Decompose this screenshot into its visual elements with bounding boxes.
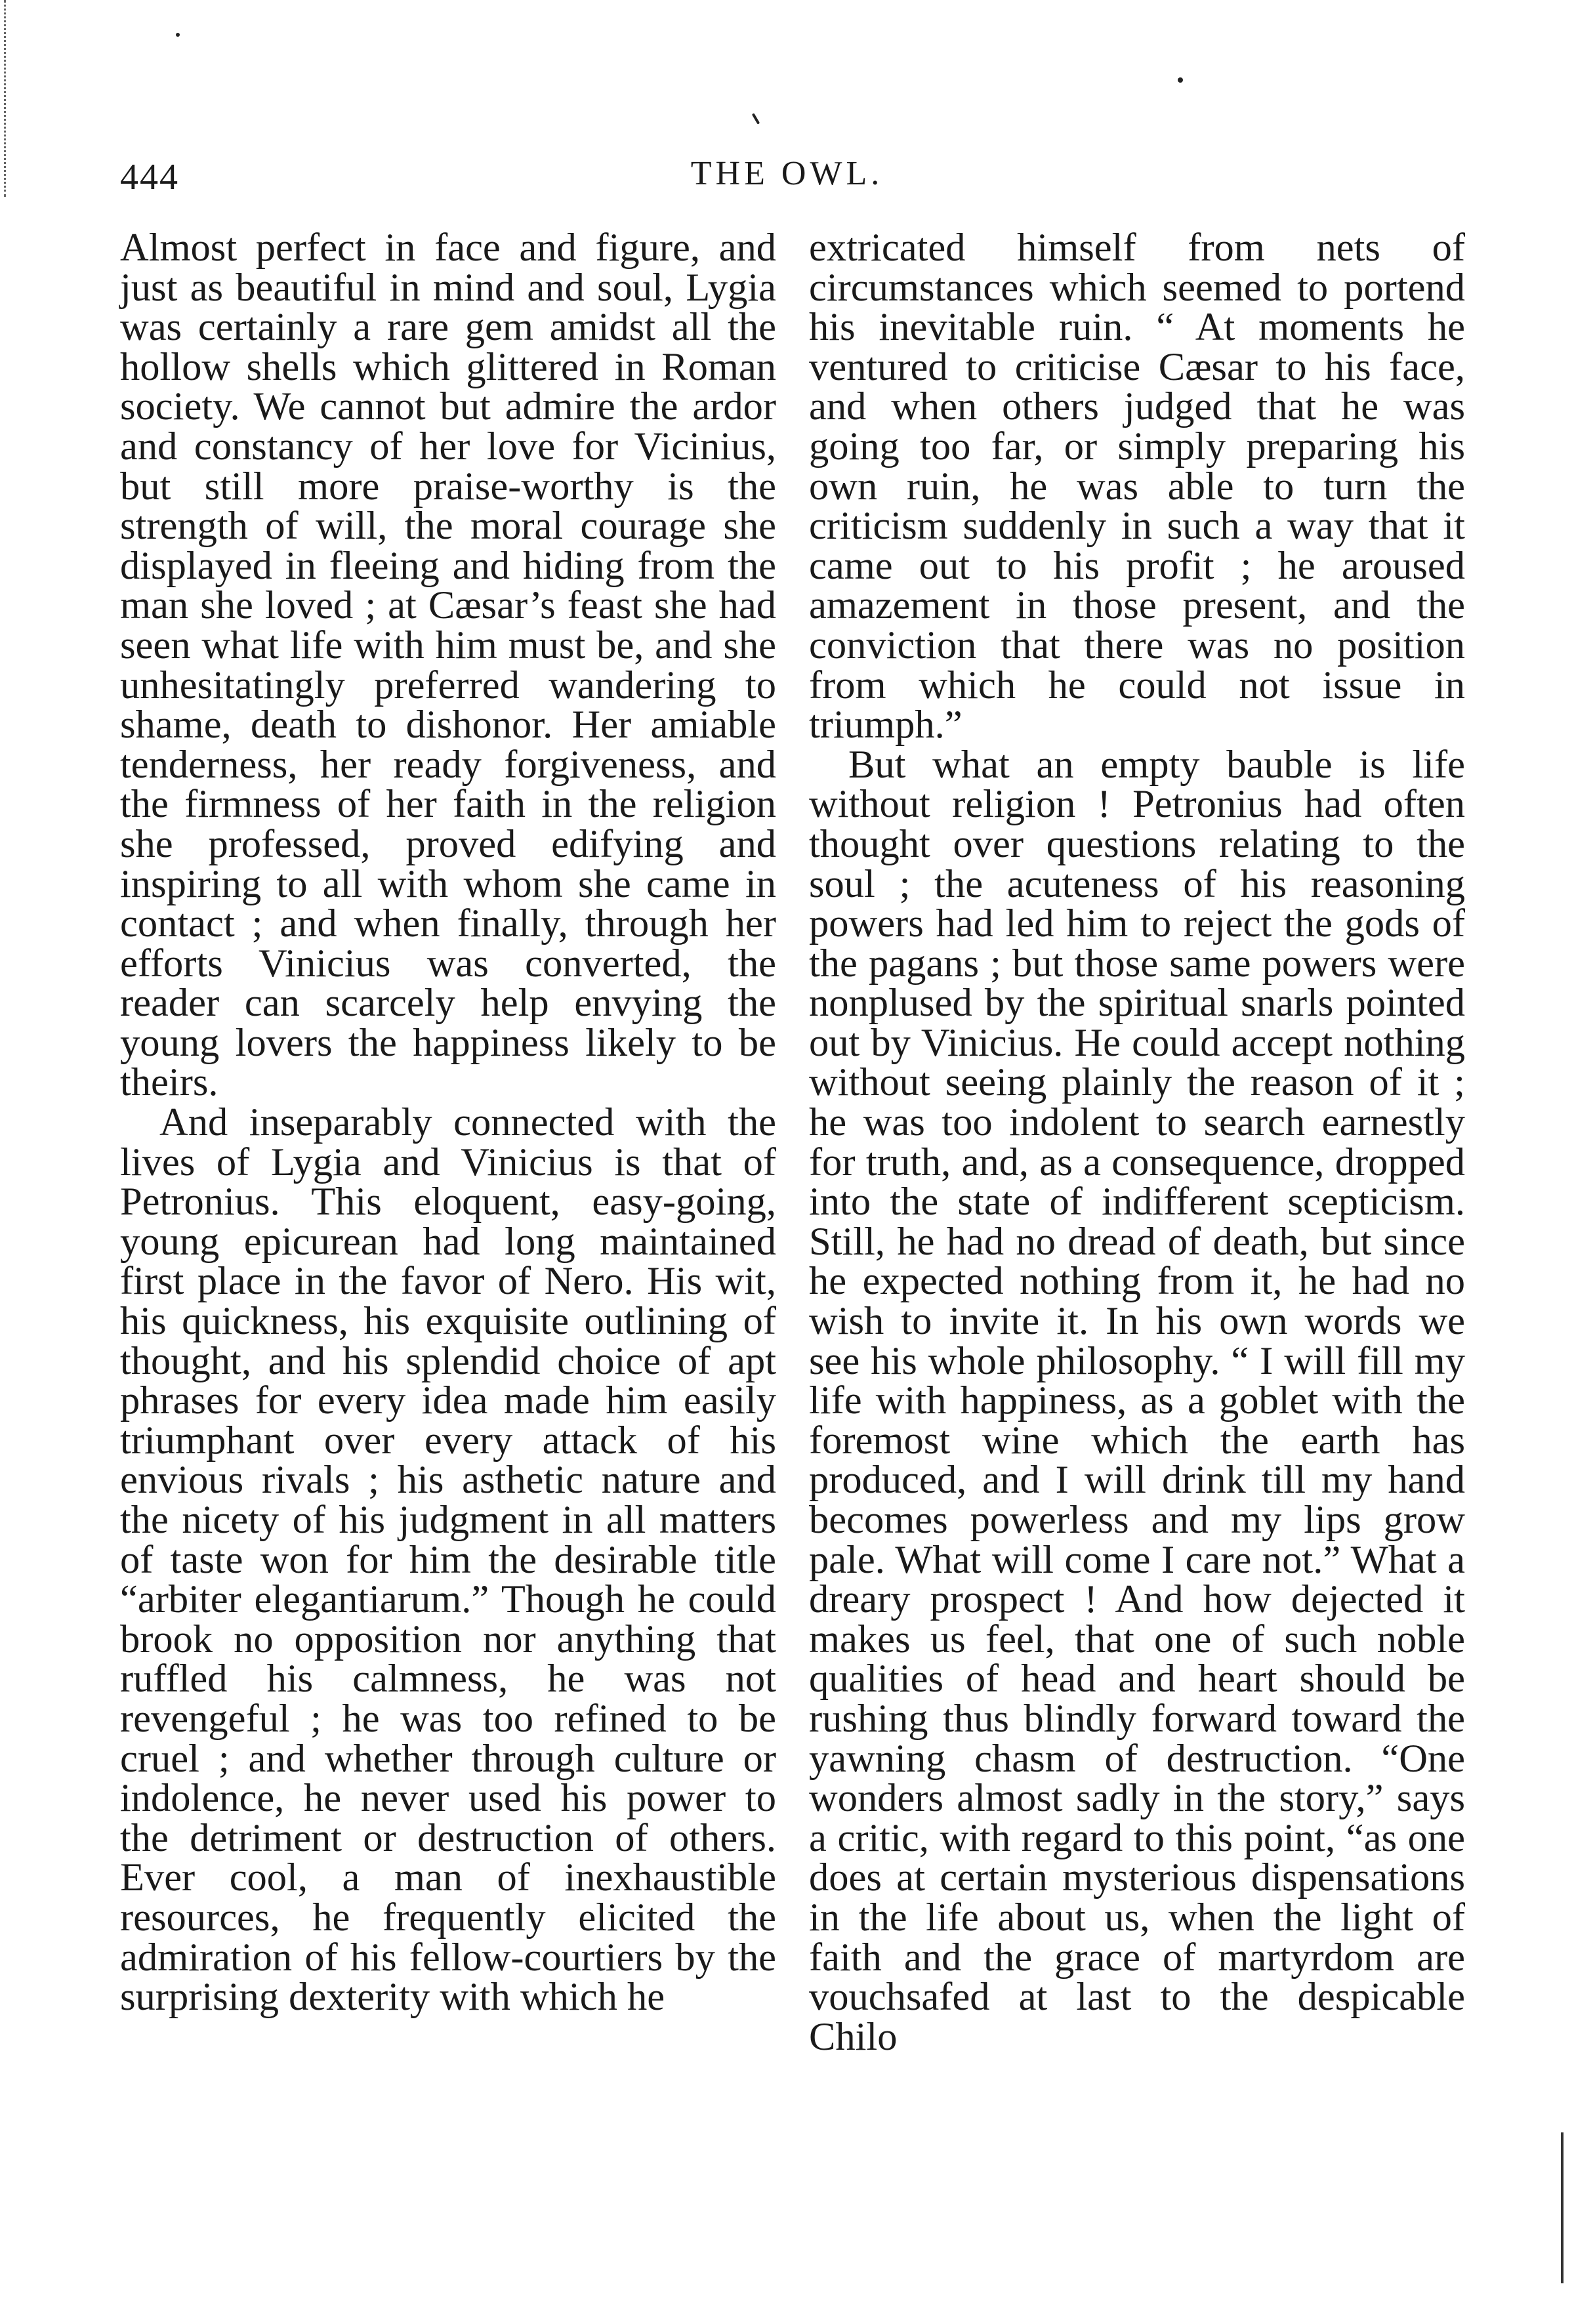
- speck: [176, 33, 180, 37]
- paragraph-continued: extricated himself from nets of circumstances which seemed to portend his inevitable ruin. “ At moments he ventured to criticise Cæsar to his face, and when others judged that he was going too far, or simply preparing his own ruin, he was able to turn the criticism suddenly in such a way that it came out to his profit ; he aroused amazement in those present, and the conviction that there was no position from which he could not issue in triumph.”: [809, 226, 1465, 747]
- paragraph-petronius: And inseparably connected with the lives of Lygia and Vinicius is that of Petronius. This eloquent, easy-going, young epicurean had long maintained first place in the favor of Nero. His wit, his quickness, his exquisite outlining of thought, and his splendid choice of apt phrases for every idea made him easily triumphant over every attack of his envious rivals ; his asthetic nature and the nicety of his judgment in all matters of taste won for him the desirable title “arbiter elegantiarum.” Though he could brook no opposition nor anything that ruffled his calmness, he was not revengeful ; he was too refined to be cruel ; and whether through culture or indolence, he never used his power to the detriment or destruction of others. Ever cool, a man of inexhaustible resources, he frequently elicited the admiration of his fellow-courtiers by the surprising dexterity with which he: [120, 1100, 776, 2020]
- right-column: [809, 228, 1465, 2057]
- right-edge-mark: [1561, 2132, 1564, 2283]
- page-number: 444: [120, 157, 179, 197]
- speck: [1178, 77, 1183, 83]
- speck: [752, 113, 760, 125]
- paragraph-lygia: Almost perfect in face and figure, and just as beautiful in mind and soul, Lygia was certainly a rare gem amidst all the hollow shells which glittered in Roman society. We cannot but admire the ardor and constancy of her love for Vicinius, but still more praise-worthy is the strength of will, the moral courage she displayed in fleeing and hiding from the man she loved ; at Cæsar’s feast she had seen what life with him must be, and she unhesitatingly preferred wandering to shame, death to dishonor. Her amiable tenderness, her ready forgiveness, and the firmness of her faith in the religion she professed, proved edifying and inspiring to all with whom she came in contact ; and when finally, through her efforts Vinicius was converted, the reader can scarcely help envying the young lovers the happiness likely to be theirs.: [120, 226, 776, 1105]
- running-title: THE OWL.: [690, 155, 884, 192]
- paragraph-religion: But what an empty bauble is life without religion ! Petronius had often thought over questions relating to the soul ; the acuteness of his reasoning powers had led him to reject the gods of the pagans ; but those same powers were nonplused by the spiritual snarls pointed out by Vinicius. He could accept nothing without seeing plainly the reason of it ; he was too indolent to search earnestly for truth, and, as a consequence, dropped into the state of indifferent scepticism. Still, he had no dread of death, but since he expected nothing from it, he had no wish to invite it. In his own words we see his whole philosophy. “ I will fill my life with happiness, as a goblet with the foremost wine which the earth has produced, and I will drink till my hand becomes powerless and my lips grow pale. What will come I care not.” What a dreary prospect ! And how dejected it makes us feel, that one of such noble qualities of head and heart should be rushing thus blindly forward toward the yawning chasm of destruction. “One wonders almost sadly in the story,” says a critic, with regard to this point, “as one does at certain mysterious dispensations in the life about us, when the light of faith and the grace of martyrdom are vouchsafed at last to the despicable Chilo: [809, 742, 1465, 2059]
- left-column: [120, 228, 776, 2018]
